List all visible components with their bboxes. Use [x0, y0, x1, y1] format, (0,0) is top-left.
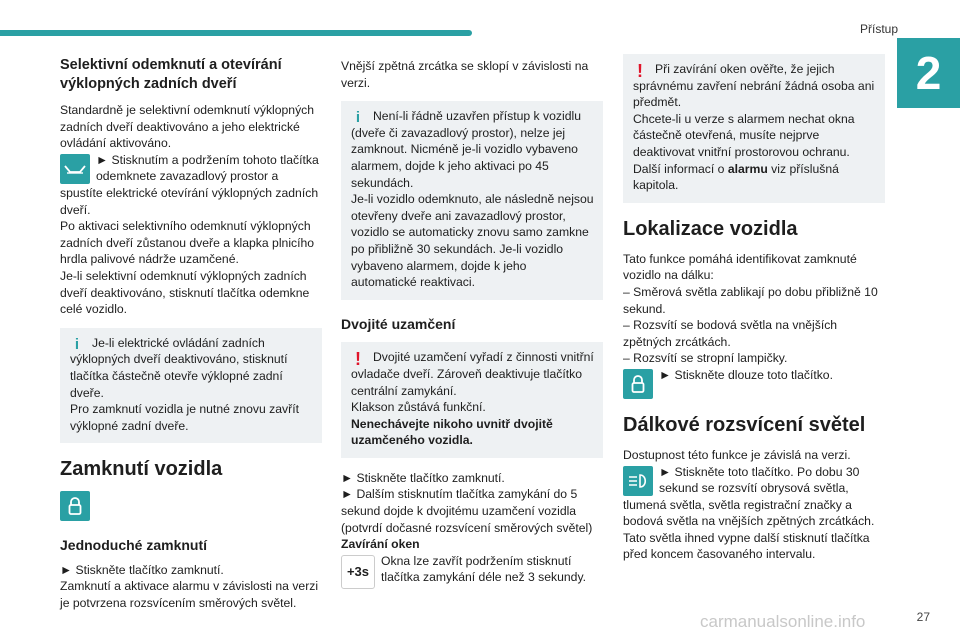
heading-selective-unlock: Selektivní odemknutí a otevírání výklopných zadních dveří: [60, 57, 282, 92]
paragraph: ► Stiskněte tlačítko zamknutí.: [60, 562, 224, 577]
column-2: [341, 52, 603, 589]
hold-3s-icon: +3s: [341, 555, 375, 589]
warning-text: Dvojité uzamčení vyřadí z činnosti vnitřní ovladače dveří. Zároveň deaktivuje tlačítko centrální zamykání.: [351, 350, 594, 398]
paragraph: Zamknutí a aktivace alarmu v závislosti na verzi je potvrzena rozsvícením směrových světel.: [60, 579, 319, 611]
warning-box: [341, 342, 603, 458]
paragraph: Dostupnost této funkce je závislá na verzi.: [623, 447, 851, 462]
trunk-button-icon: [60, 154, 90, 184]
paragraph: Vnější zpětná zrcátka se sklopí v závislosti na verzi.: [341, 59, 589, 90]
paragraph: ► Stiskněte dlouze toto tlačítko.: [659, 367, 833, 382]
heading-remote-lights: Dálkové rozsvícení světel: [623, 413, 866, 436]
paragraph: Tato světla ihned vypne další stisknutí tlačítka před koncem časovaného intervalu.: [623, 530, 870, 562]
info-text: Není-li řádně uzavřen přístup k vozidlu (dveře či zavazadlový prostor), nelze jej zamknout. Nicméně je-li vozidlo vybaveno alarmem, dojde k jeho aktivaci po 45 sekundách.: [351, 109, 581, 190]
paragraph: ► Stisknutím a podržením tohoto tlačítka odemknete zavazadlový prostor a spustíte elektrické otevírání výklopných zadních dveří.: [60, 152, 319, 217]
info-text: Je-li vozidlo odemknuto, ale následně nejsou otevřeny dveře ani zavazadlový prostor, vozidlo se automaticky znovu samo zamkne po přibližně 30 sekundách. Je-li vozidlo vybaveno alarmem, dojde k jeho automatické reaktivaci.: [351, 192, 594, 290]
page-number: 27: [916, 610, 930, 624]
list-item: – Rozsvítí se stropní lampičky.: [623, 351, 788, 366]
warning-text: Klakson zůstává funkční.: [351, 400, 486, 415]
heading-lock-vehicle: Zamknutí vozidla: [60, 458, 223, 481]
headlight-button-icon: [623, 466, 653, 496]
info-icon: i: [355, 109, 361, 127]
info-box: [341, 101, 603, 300]
heading-locate-vehicle: Lokalizace vozidla: [623, 217, 798, 240]
paragraph: ► Stiskněte tlačítko zamknutí.: [341, 470, 505, 485]
heading-double-lock: Dvojité uzamčení: [341, 315, 456, 332]
warning-text: Chcete-li u verze s alarmem nechat okna částečně otevřená, musíte nejprve deaktivovat vnitřní prostorovou ochranu.: [633, 111, 855, 159]
warning-text: Při zavírání oken ověřte, že jejich správnému zavření nebrání žádná osoba ani předmět.: [633, 62, 875, 110]
paragraph: Okna lze zavřít podržením stisknutí tlačítka zamykání déle než 3 sekundy.: [381, 553, 587, 585]
info-text: Je-li elektrické ovládání zadních výklopných dveří deaktivováno, stisknutí tlačítka částečně otevře výklopné zadní dveře.: [70, 335, 288, 400]
paragraph: Tato funkce pomáhá identifikovat zamknuté vozidlo na dálku:: [623, 251, 857, 283]
header-accent-bar: [0, 30, 472, 36]
warning-icon: !: [637, 61, 643, 81]
info-icon: i: [74, 335, 80, 353]
paragraph: Je-li selektivní odemknutí výklopných zadních dveří deaktivováno, stisknutí tlačítka odemkne celé vozidlo.: [60, 268, 310, 317]
warning-icon: !: [355, 349, 361, 370]
warning-text: Nenechávejte nikoho uvnitř dvojitě uzamčeného vozidla.: [351, 416, 553, 448]
heading-simple-lock: Jednoduché zamknutí: [60, 537, 208, 554]
info-text: Pro zamknutí vozidla je nutné znovu zavřít výklopné zadní dveře.: [70, 402, 299, 433]
paragraph: Standardně je selektivní odemknutí výklopných zadních dveří deaktivováno a jeho elektrické ovládání aktivováno.: [60, 103, 315, 151]
column-1: [60, 52, 322, 612]
warning-box: [623, 54, 885, 203]
lock-button-icon: [60, 491, 90, 521]
paragraph: Po aktivaci selektivního odemknutí výklopných zadních dveří zůstanou dveře a klapka plnicího hrdla palivové nádrže uzamčené.: [60, 219, 315, 267]
paragraph: ► Dalším stisknutím tlačítka zamykání do 5 sekund dojde k dvojitému uzamčení vozidla (potvrdí dočasné rozsvícení směrových světel): [341, 487, 593, 535]
list-item: – Rozsvítí se bodová světla na vnějších zpětných zrcátkách.: [623, 318, 838, 349]
info-box: [60, 328, 322, 444]
chapter-tab: 2: [897, 38, 960, 108]
paragraph: ► Stiskněte toto tlačítko. Po dobu 30 sekund se rozsvítí obrysová světla, tlumená světla, světla registrační značky a bodová světla na vnějších zpětných zrcátkách.: [623, 464, 875, 529]
subheading-windows: Zavírání oken: [341, 537, 420, 552]
warning-text: Další informací o alarmu viz příslušná kapitola.: [633, 161, 839, 193]
section-title: Přístup: [859, 22, 898, 36]
column-3: [623, 52, 885, 563]
list-item: – Směrová světla zablikají po dobu přibližně 10 sekund.: [623, 284, 878, 316]
lock-button-icon: [623, 369, 653, 399]
watermark: carmanualsonline.info: [700, 612, 866, 631]
